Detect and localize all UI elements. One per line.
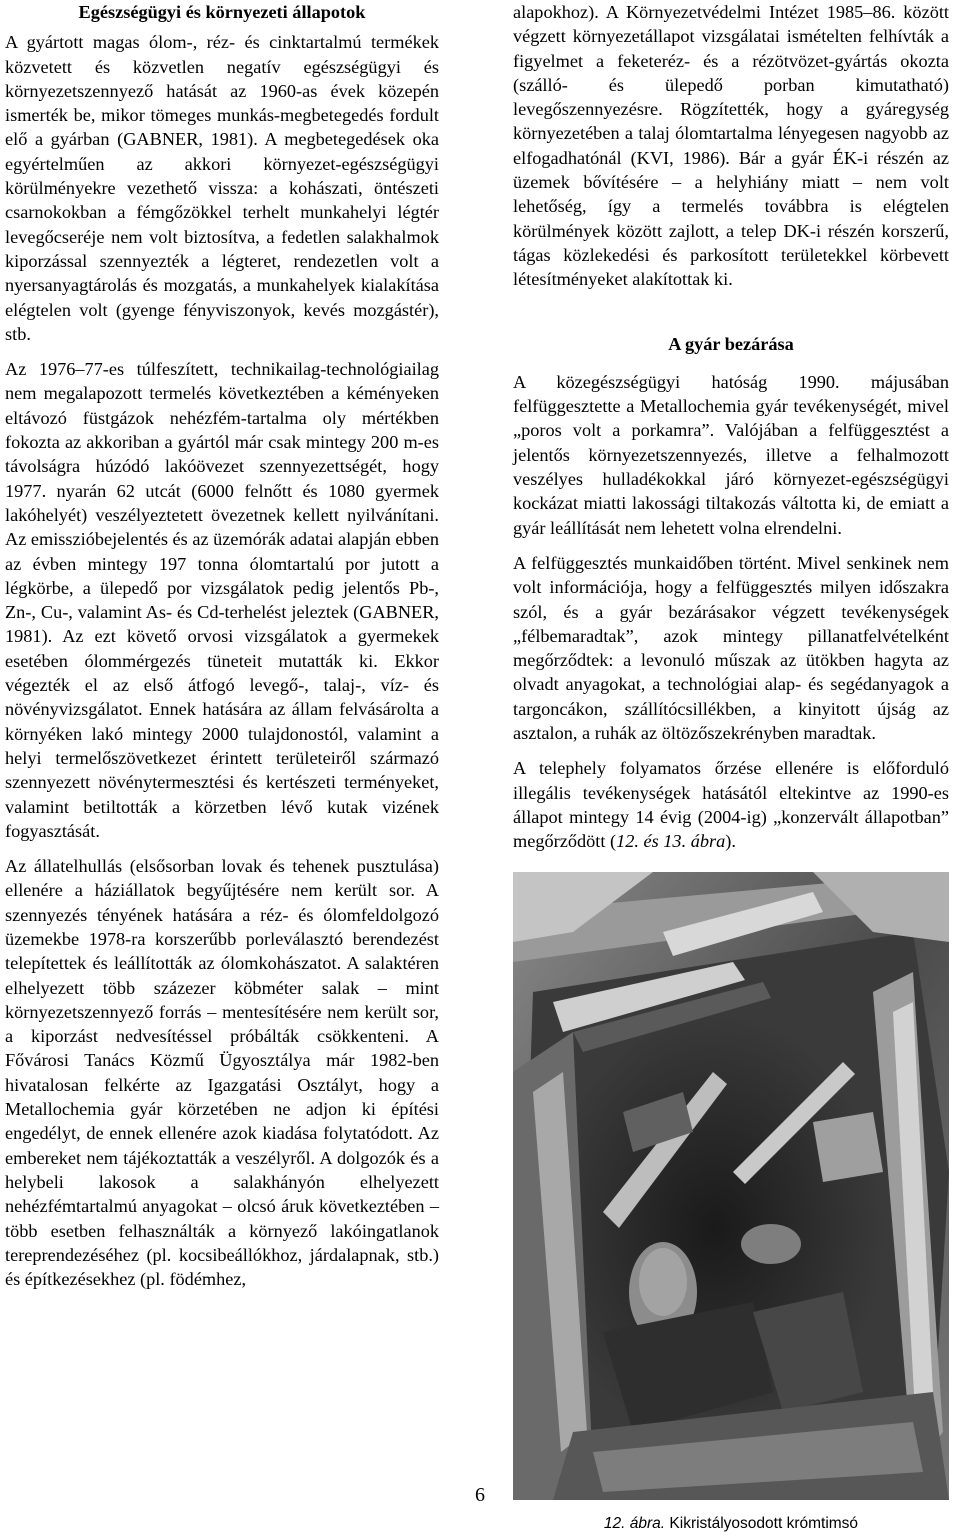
citation-author: GABNER <box>123 129 199 150</box>
figure-reference: 12. és 13. ábra <box>616 831 726 852</box>
section-heading-closure: A gyár bezárása <box>668 333 794 354</box>
paragraph: A gyártott magas ólom-, réz- és cinktartalmú termékek közvetett és közvetlen negatív egészségügyi és környezetszennyező hatását az 1960-as évek közepén ismerték be, mikor tömeges munkás-megbetegedés fordult elő a gyárban (GABNER, 1981). A megbetegedések oka egyértelműen az akkori környezet-egészségügyi körülményekre vezethető vissza: a kohászati, öntészeti csarnokokban a fémgőzökkel terhelt munkahelyi légtér levegőcseréje nem volt biztosítva, a fedetlen salakhalmok kiporzással szennyezték a légteret, rendezetlen volt a nyersanyagtárolás és mozgatás, a munkahelyek kialakítása elégtelen volt (gyenge fényviszonyok, kevés mozgástér), stb. <box>5 32 439 344</box>
figure-caption-text: Kikristályosodott krómtimsó <box>665 1514 859 1532</box>
paragraph: A közegészségügyi hatóság 1990. májusában felfüggesztette a Metallochemia gyár tevékenységét, mivel „poros volt a porkamra”. Valójában a felfüggesztést a jelentős környezetszennyezés, illetve a felhalmozott veszélyes hulladékokkal járó környezet-egészségügyi kockázat miatti lakossági tiltakozás váltotta ki, de emiatt a gyár leállítását nem lehetett volna elrendelni. <box>513 371 949 538</box>
paragraph: A felfüggesztés munkaidőben történt. Mivel senkinek nem volt információja, hogy a felfüggesztés milyen időszakra szól, és a gyár bezárásakor végzett tevékenységek „félbemaradtak”, azok mintegy pillanatfelvételként megőrződtek: a levonuló műszak az ütökben hagyta az olvadt anyagokat, a technológiai alap- és segédanyagok a targoncákon, szállítócsillékben, a kinyitott újság az asztalon, a ruhák az öltözőszekrényben maradtak. <box>513 552 949 744</box>
paragraph-continued: alapokhoz). A Környezetvédelmi Intézet 1985–86. között végzett környezetállapot vizsgálatai ismételten felhívták a figyelmet a feketeréz- és a rézötvözet-gyártás okozta (szálló- és ülepedő porban kimutatható) levegőszennyezésre. Rögzítették, hogy a gyáregység környezetében a talaj ólomtartalma lényegesen nagyobb az elfogadhatónál (KVI, 1986). Bár a gyár ÉK-i részén az üzemek bővítésére – a helyhiány miatt – nem volt lehetőség, így a termelés továbbra is elégtelen körülmények között zajlott, a telep DK-i részén korszerű, tágas közlekedési és parkosított területekkel körbevett létesítményeket alakítottak ki. <box>513 2 949 290</box>
figure-12 <box>513 872 949 1500</box>
paragraph: Az 1976–77-es túlfeszített, technikailag-technológiailag nem megalapozott termelés következtében a kéményeken eltávozó füstgázok nehézfém-tartalma oly mértékben fokozta az akkoriban a gyártól már csak mintegy 200 m-es távolságra húzódó lakóövezet szennyezettségét, hogy 1977. nyarán 62 utcát (6000 felnőtt és 1080 gyermek lakóhelyét) veszélyeztetett övezetnek kellett nyilvánítani. Az emisszióbejelentés és az üzemórák adatai alapján ebben az évben mintegy 197 tonna ólomtartalú por jutott a légkörbe, a ülepedő por vizsgálatok pedig jelentős Pb-, Zn-, Cu-, valamint As- és Cd-terhelést jeleztek (GABNER, 1981). Az ezt követő orvosi vizsgálatok a gyermekek esetében ólommérgezés tüneteit mutatták ki. Ekkor végezték el az első átfogó levegő-, talaj-, víz- és növényvizsgálatot. Ennek hatására az állam felvásárolta a környéken lakó mintegy 2000 tulajdonostól, valamint a helyi termelőszövetkezet érintett területeiről származó szennyezett növénytermesztési és kertészeti terményeket, valamint betiltották a körzetben lévő kutak vizének fogyasztását. <box>5 359 439 841</box>
section-heading-health: Egészségügyi és környezeti állapotok <box>78 2 366 22</box>
paragraph: A telephely folyamatos őrzése ellenére is előforduló illegális tevékenységek hatásától eltekintve az 1990-es állapot mintegy 14 évig (2004-ig) „konzervált állapotban” megőrződött (12. és 13. ábra). <box>513 758 949 852</box>
page-number: 6 <box>475 1484 485 1506</box>
photo-crystallized-chrome-alum <box>513 872 949 1500</box>
figure-caption-number: 12. ábra. <box>603 1514 666 1532</box>
paragraph: Az állatelhullás (elsősorban lovak és tehenek pusztulása) ellenére a háziállatok begyűjtésére nem került sor. A szennyezés tényének hatására a réz- és ólomfeldolgozó üzemekbe 1978-ra korszerűbb porleválasztó berendezést telepítettek és leállították az ólomkohászatot. A salaktéren elhelyezett több százezer köbméter salak – mint környezetszennyező forrás – mentesítésére nem került sor, a kiporzást nedvesítéssel próbálták csökkenteni. A Fővárosi Tanács Közmű Ügyosztálya már 1982-ben hivatalosan felkérte az Igazgatási Osztályt, hogy a Metallochemia gyár körzetében ne adjon ki építési engedélyt, de ennek ellenére azok kiadása folytatódott. Az embereket nem tájékoztatták a veszélyről. A dolgozók és a helybeli lakosok a salakhányón elhelyezett nehézfémtartalmú anyagokat – olcsó áruk következtében – több esetben felhasználták a környező lakóingatlanok tereprendezéséhez (pl. kocsibeállókhoz, járdalapnak, stb.) és építkezésekhez (pl. födémhez, <box>5 856 439 1290</box>
citation-author: GABNER <box>359 602 435 623</box>
right-column <box>513 0 949 1536</box>
left-column <box>5 0 439 1302</box>
